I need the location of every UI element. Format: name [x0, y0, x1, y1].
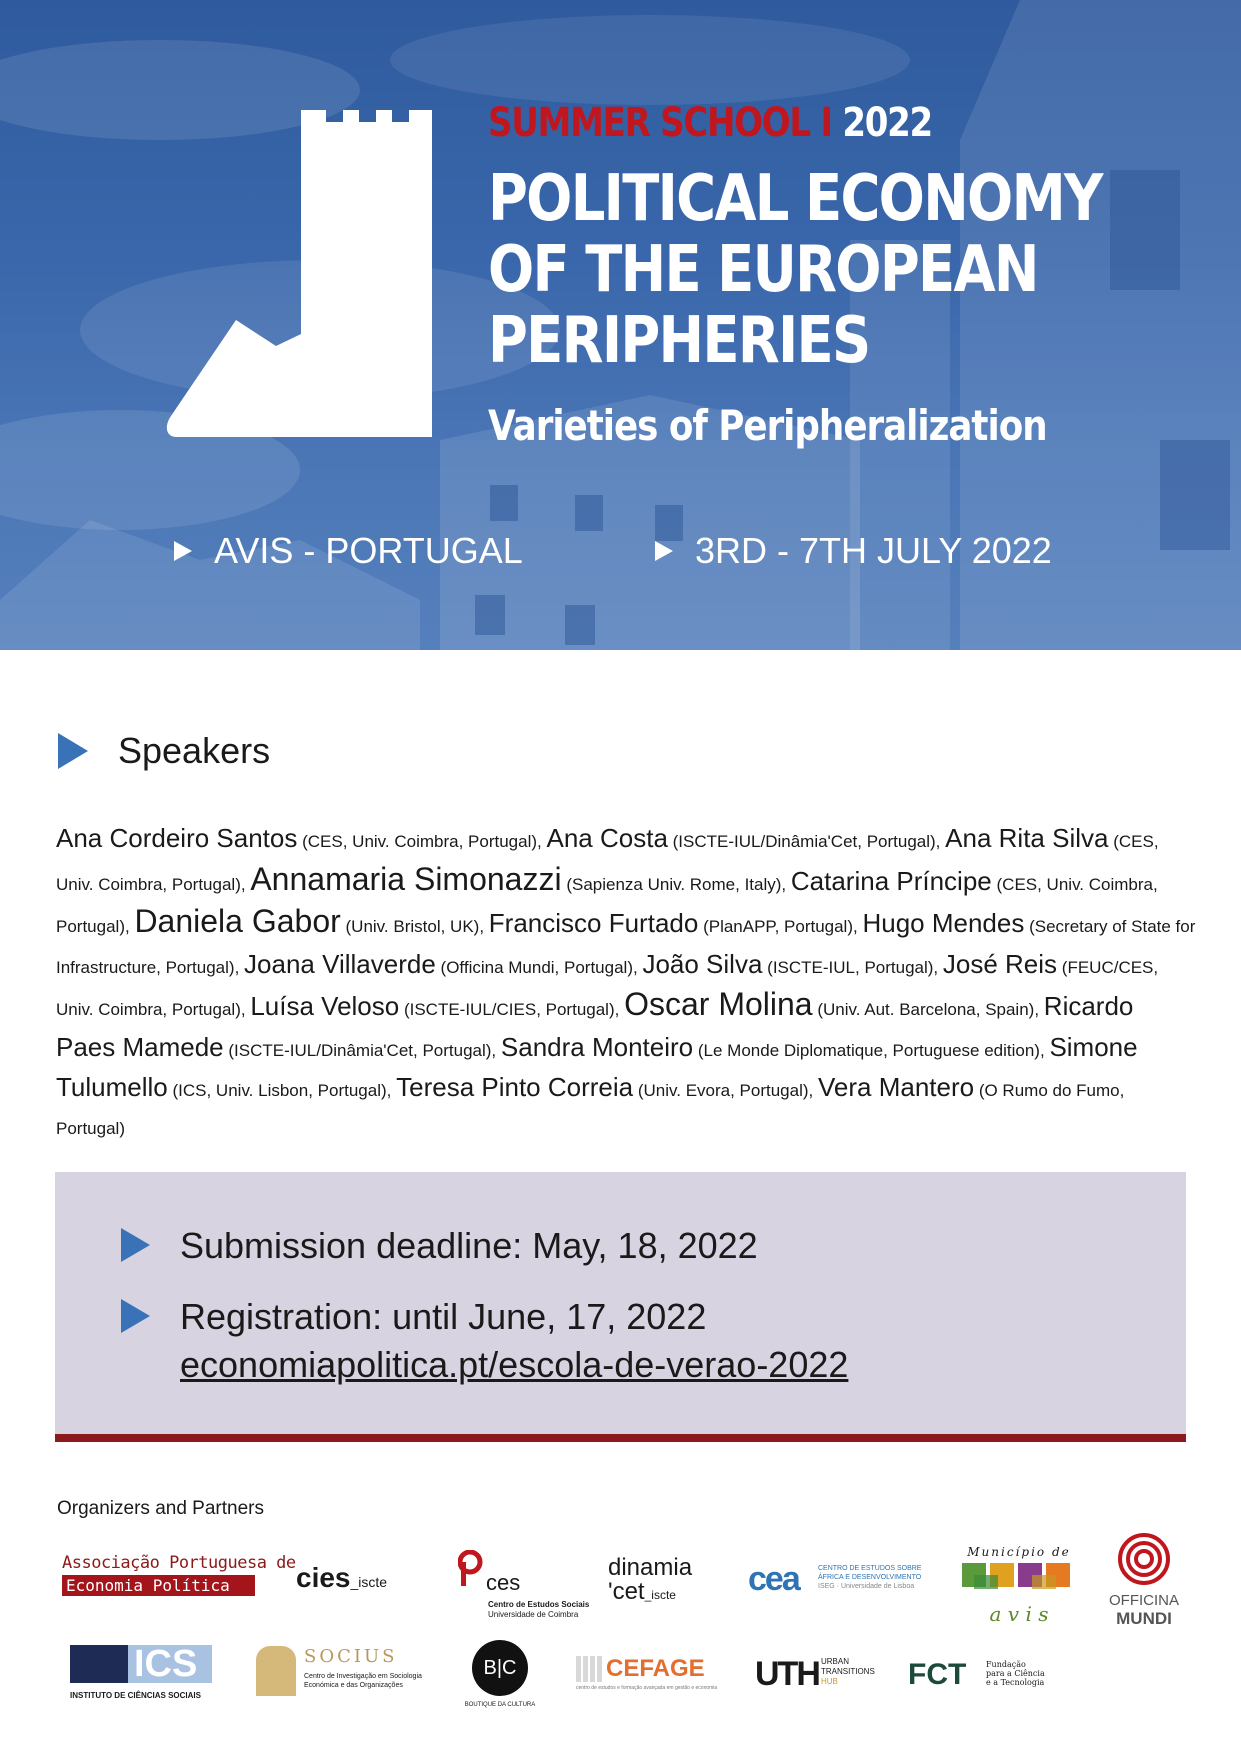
hero-banner: [0, 0, 1241, 650]
socius-logo-sub1: Centro de Investigação em Sociologia: [304, 1673, 422, 1680]
speaker-affiliation: (Univ. Evora, Portugal),: [637, 1081, 814, 1100]
speaker-affiliation: (ICS, Univ. Lisbon, Portugal),: [172, 1081, 392, 1100]
speaker-name: Ricardo Paes Mamede: [56, 991, 1134, 1062]
speaker-affiliation: (ISCTE-IUL/CIES, Portugal),: [403, 1000, 620, 1019]
boutique-da-cultura-logo: [454, 1640, 546, 1708]
speaker-affiliation: (Officina Mundi, Portugal),: [440, 957, 638, 977]
speaker-name: João Silva: [642, 948, 763, 979]
submission-deadline: [121, 1222, 758, 1270]
page-title: [488, 164, 1102, 377]
speaker-name: Oscar Molina: [624, 986, 813, 1022]
avis-tiles-icon: [962, 1559, 1076, 1601]
play-triangle-icon: [655, 541, 673, 561]
ics-logo: [70, 1645, 215, 1700]
speaker-affiliation: (Sapienza Univ. Rome, Italy),: [566, 874, 787, 894]
speaker-affiliation: (ISCTE-IUL/Dinâmia'Cet, Portugal),: [228, 1040, 497, 1060]
apep-logo-line2: Economia Política: [62, 1575, 255, 1596]
speaker-affiliation: (Univ. Bristol, UK),: [345, 917, 485, 936]
avis-logo-word: a v i s: [989, 1602, 1049, 1626]
speaker-affiliation: (CES, Univ. Coimbra, Portugal),: [302, 832, 542, 851]
apep-logo-line1: Associação Portuguesa de: [62, 1553, 296, 1573]
cefage-logo: [576, 1655, 717, 1691]
bc-logo-text: B|C: [472, 1640, 528, 1696]
officina-logo-line1: OFFICINA: [1109, 1592, 1179, 1609]
municipio-avis-logo: [962, 1545, 1076, 1626]
dinamia-logo-line1: dinamia: [608, 1554, 693, 1581]
speaker-affiliation: (Le Monde Diplomatique, Portuguese edition),: [697, 1040, 1045, 1060]
fct-logo-sub1: Fundação: [986, 1660, 1026, 1669]
speaker-name: Joana Villaverde: [244, 948, 436, 979]
dinamia-logo-suffix: _iscte: [644, 1588, 676, 1602]
cies-logo-text: cies: [296, 1562, 351, 1593]
triangle-bullet-icon: [121, 1299, 150, 1333]
title-line-3: PERIPHERIES: [488, 304, 870, 378]
page-subtitle: Varieties of Peripheralization: [488, 401, 1047, 450]
cea-logo-sub1: CENTRO DE ESTUDOS SOBRE: [818, 1565, 922, 1572]
speaker-name: Vera Mantero: [818, 1072, 975, 1102]
speaker-name: Catarina Príncipe: [790, 865, 992, 896]
registration-link[interactable]: economiapolitica.pt/escola-de-verao-2022: [180, 1344, 849, 1385]
speaker-name: Luísa Veloso: [250, 991, 400, 1021]
kicker-year: 2022: [842, 100, 932, 146]
dates-text: 3RD - 7TH JULY 2022: [695, 530, 1052, 571]
socius-logo-sub2: Económica e das Organizações: [304, 1682, 403, 1689]
officina-spiral-icon: [1117, 1532, 1171, 1586]
dates: [655, 530, 1052, 572]
speaker-affiliation: (Secretary of State for Infrastructure, Portugal),: [56, 917, 1196, 977]
ces-logo-sub1: Centro de Estudos Sociais: [488, 1600, 590, 1609]
speaker-affiliation: (PlanAPP, Portugal),: [703, 917, 858, 936]
ics-logo-text: ICS: [134, 1643, 198, 1685]
speaker-affiliation: (O Rumo do Fumo, Portugal): [56, 1081, 1125, 1138]
uth-logo-sub1: URBAN: [821, 1657, 850, 1666]
dinamia-logo-line2: 'cet: [608, 1578, 645, 1605]
officina-mundi-logo: [1104, 1532, 1184, 1629]
title-line-1: POLITICAL ECONOMY: [488, 162, 1102, 236]
speaker-name: Ana Cordeiro Santos: [56, 823, 298, 853]
uth-logo-sub3: HUB: [821, 1677, 838, 1686]
socius-mark-icon: [256, 1646, 296, 1696]
submission-deadline-text: Submission deadline: May, 18, 2022: [180, 1225, 758, 1266]
avis-logo-top: Município de: [967, 1545, 1071, 1559]
speaker-affiliation: (Univ. Aut. Barcelona, Spain),: [817, 1000, 1040, 1019]
ces-mark-icon: [458, 1550, 486, 1586]
cefage-logo-sub: centro de estudos e formação avançada em gestão e economia: [576, 1685, 718, 1691]
ces-logo-sub2: Universidade de Coimbra: [488, 1610, 579, 1619]
cefage-grid-icon: [576, 1656, 602, 1682]
cea-logo-text: cea: [748, 1560, 799, 1598]
speaker-affiliation: (ISCTE-IUL/Dinâmia'Cet, Portugal),: [672, 832, 941, 851]
speaker-name: Daniela Gabor: [134, 903, 341, 939]
speaker-name: Teresa Pinto Correia: [396, 1072, 634, 1102]
location: [174, 530, 523, 572]
speaker-affiliation: (CES, Univ. Coimbra, Portugal),: [56, 832, 1159, 894]
ces-logo-text: ces: [486, 1570, 521, 1595]
uth-logo-text: UTH: [755, 1655, 819, 1693]
registration-deadline-text: Registration: until June, 17, 2022: [180, 1296, 707, 1337]
kicker-text: SUMMER SCHOOL I: [488, 100, 832, 146]
uth-logo-sub2: TRANSITIONS: [821, 1667, 875, 1676]
divider: [55, 1434, 1186, 1442]
fct-logo-sub2: para a Ciência: [986, 1669, 1045, 1678]
officina-logo-line2: MUNDI: [1116, 1609, 1172, 1628]
speaker-name: Annamaria Simonazzi: [250, 860, 562, 897]
speakers-heading-text: Speakers: [118, 730, 271, 771]
speakers-list: [56, 820, 1196, 1147]
speaker-affiliation: (CES, Univ. Coimbra, Portugal),: [56, 874, 1158, 936]
summer-school-kicker: [488, 100, 932, 146]
speaker-name: Sandra Monteiro: [500, 1031, 694, 1062]
speakers-heading: [58, 730, 270, 772]
play-triangle-icon: [174, 541, 192, 561]
dinamia-cet-logo: [608, 1556, 692, 1607]
title-line-2: OF THE EUROPEAN: [488, 233, 1038, 307]
tower-logo-icon: [166, 110, 441, 445]
apep-logo: [62, 1553, 296, 1596]
cefage-logo-text: CEFAGE: [606, 1655, 705, 1682]
location-text: AVIS - PORTUGAL: [214, 530, 523, 571]
cea-logo-sub2: ÁFRICA E DESENVOLVIMENTO: [818, 1574, 922, 1581]
speaker-name: José Reis: [942, 948, 1058, 979]
ics-logo-sub: INSTITUTO DE CIÊNCIAS SOCIAIS: [70, 1691, 201, 1700]
speaker-affiliation: (FEUC/CES, Univ. Coimbra, Portugal),: [56, 957, 1159, 1019]
bc-logo-sub: BOUTIQUE DA CULTURA: [464, 1702, 536, 1708]
speaker-name: Francisco Furtado: [488, 908, 699, 938]
triangle-bullet-icon: [58, 733, 88, 769]
triangle-bullet-icon: [121, 1228, 150, 1262]
cea-logo-sub3: ISEG · Universidade de Lisboa: [818, 1583, 915, 1590]
partners-label: Organizers and Partners: [57, 1498, 264, 1519]
fct-logo-text: FCT: [908, 1658, 967, 1691]
cies-logo-suffix: _iscte: [350, 1574, 388, 1590]
registration-deadline: [121, 1293, 848, 1389]
cies-logo: [296, 1562, 387, 1594]
fct-logo-sub3: e a Tecnologia: [986, 1678, 1045, 1687]
socius-logo-text: SOCIUS: [304, 1646, 398, 1667]
speaker-affiliation: (ISCTE-IUL, Portugal),: [767, 957, 939, 977]
speaker-name: Simone Tulumello: [56, 1031, 1138, 1102]
speaker-name: Ana Rita Silva: [945, 823, 1109, 853]
speaker-name: Ana Costa: [546, 823, 668, 853]
speaker-name: Hugo Mendes: [862, 908, 1025, 938]
